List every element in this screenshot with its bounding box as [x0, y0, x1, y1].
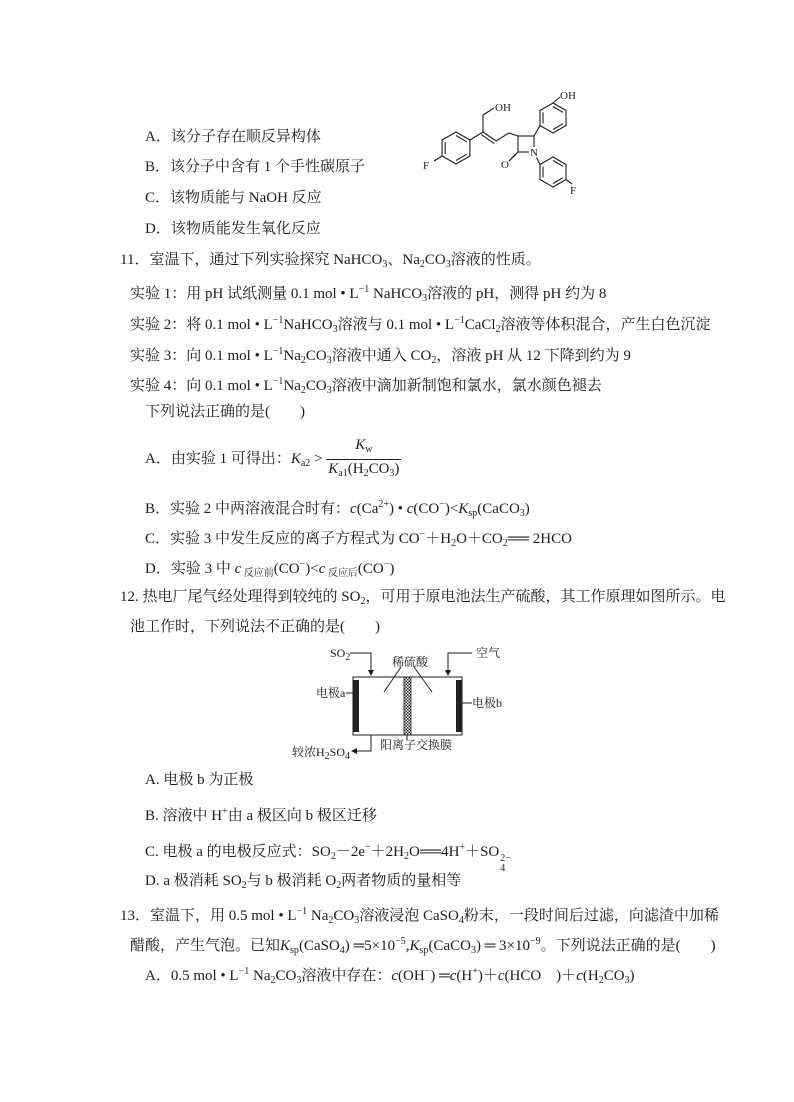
text-run: 由 a 极区向 b 极区迁移 [227, 808, 377, 824]
q11-option-b [145, 495, 530, 524]
text-run: 3 [296, 975, 302, 986]
q11-option-d [145, 555, 394, 584]
text-run: 3 [422, 293, 428, 304]
text-run: (CO [273, 561, 300, 577]
text-run: 实验 4：向 0.1 mol • L [130, 378, 273, 394]
text-run: 、Na [387, 252, 420, 268]
air-inlet-arrow [448, 653, 472, 675]
text-run: D. a 极消耗 SO [145, 873, 242, 889]
q11-experiment-4 [130, 372, 602, 401]
text-run: ＋2H [370, 844, 404, 860]
text-run: 2 [360, 596, 366, 607]
q11-option-a-lead [145, 451, 326, 467]
text-run: B．实验 2 中两溶液混合时有： [145, 501, 351, 517]
q12-option-b [145, 802, 377, 826]
text-run: sp [468, 508, 478, 519]
text-run: C．该物质能与 NaOH 反应 [145, 190, 322, 206]
text-run: )< [444, 501, 459, 517]
q12-stem-line-1 [120, 587, 725, 612]
text-run: A．0.5 mol • L [145, 968, 239, 984]
text-run: 溶液的性质。 [450, 252, 541, 268]
text-run: B. 溶液中 H [145, 808, 223, 824]
text-run: 3 [326, 385, 332, 396]
text-run: 3 [332, 324, 338, 335]
text-run: 粉末，一段时间后过滤，向滤渣中加稀 [463, 908, 719, 924]
text-run: − [439, 499, 445, 510]
text-run: 溶液与 0.1 mol • L [337, 317, 455, 333]
text-run: ══ 2HCO [507, 531, 572, 547]
bottom-benzene-ring [540, 157, 566, 187]
q10-option-b [145, 157, 365, 177]
text-run: ) [394, 461, 400, 477]
text-run: (CO [413, 501, 440, 517]
label-so2 [330, 646, 350, 665]
text-run: − [419, 529, 426, 540]
q11-experiment-3 [130, 342, 631, 371]
text-run: (OH [398, 968, 425, 984]
text-run: c [318, 561, 326, 577]
text-run: 反应前 [241, 568, 274, 579]
text-run: 溶液的 pH，测得 pH 约为 8 [427, 286, 607, 302]
text-run: 实验 3：向 0.1 mol • L [130, 348, 273, 364]
text-run: 电极a [316, 686, 346, 700]
text-run: D．实验 3 中 [145, 561, 235, 577]
text-run: (CaCO [428, 938, 471, 954]
text-run: K [328, 461, 339, 477]
text-run: sp [419, 945, 429, 956]
label-dilute-sulfuric-acid [392, 655, 428, 669]
text-run: )< [305, 561, 319, 577]
text-run: 3 [354, 915, 360, 926]
label-membrane [380, 738, 452, 752]
text-run: 醋酸，产生气泡。已知 [130, 938, 281, 954]
text-run: 反应后 [325, 568, 358, 579]
text-run: 2 [431, 355, 437, 366]
text-run: ) • [389, 501, 407, 517]
label-air [476, 646, 500, 660]
text-run: − [383, 559, 390, 570]
text-run: 13．室温下，用 0.5 mol • L [120, 908, 297, 924]
text-run: CO [603, 968, 625, 984]
text-run: CO [424, 252, 446, 268]
electrode-a [353, 680, 359, 732]
text-run: (Ca [356, 501, 379, 517]
text-run: ) [629, 968, 635, 984]
q11-option-c [145, 525, 572, 554]
fraction [326, 436, 401, 483]
text-run: −1 [358, 284, 370, 295]
text-run: 电极b [472, 696, 503, 710]
text-run: CO [305, 348, 327, 364]
text-run: 2 [598, 975, 604, 986]
fluorine-label-left: F [423, 160, 430, 172]
text-run: ，可用于原电池法生产硫酸，其工作原理如图所示。电 [365, 589, 726, 605]
text-run: 2 [345, 652, 351, 663]
text-run: 溶液中通入 CO [331, 348, 432, 364]
oxygen-label: O [501, 159, 509, 171]
text-run: 2+ [378, 499, 389, 510]
text-run: 2 [404, 851, 409, 862]
fluorine-label-right: F [570, 185, 577, 197]
text-run: (CaCO [477, 501, 520, 517]
text-run: c [391, 968, 399, 984]
text-run: A．由实验 1 可得出： [145, 450, 291, 467]
text-run: (HCO )＋ [504, 968, 577, 984]
text-run: K [280, 938, 291, 954]
text-run: −1 [296, 906, 308, 917]
text-run: 池工作时，下列说法不正确的是( ) [130, 619, 380, 635]
text-run: c [234, 561, 242, 577]
left-benzene-ring [442, 132, 470, 164]
text-run: 实验 2：将 0.1 mol • L [130, 317, 273, 333]
label-concentrated-acid [292, 745, 350, 764]
q10-option-a [145, 127, 321, 147]
q10-option-d [145, 219, 321, 239]
text-run: O＋CO [456, 531, 503, 547]
q12-option-a [145, 770, 253, 790]
text-run: (CaSO [298, 938, 340, 954]
text-run: + [472, 966, 478, 977]
stack-bot: 4 [500, 863, 506, 874]
q13-stem-line-1 [120, 902, 719, 931]
text-run: (CO [357, 561, 384, 577]
text-run: − [365, 842, 371, 853]
text-run: 2 [241, 880, 247, 891]
text-run: 4 [345, 751, 351, 762]
text-run: (H [456, 968, 473, 984]
text-run: )＋ [477, 968, 498, 984]
text-run: −5 [395, 936, 406, 947]
text-run: 3 [624, 975, 630, 986]
text-run: ) [389, 561, 395, 577]
text-run: 3 [519, 508, 525, 519]
text-run: 3 [445, 259, 451, 270]
text-run: 2 [451, 538, 457, 549]
text-run: 。下列说法正确的是( ) [540, 938, 716, 954]
text-run: 溶液等体积混合，产生白色沉淀 [500, 317, 711, 333]
text-run: CO [275, 968, 297, 984]
text-run: ＋H [425, 531, 452, 547]
text-run: c [406, 501, 414, 517]
text-run: SO [329, 745, 346, 759]
text-run: 与 b 极消耗 O [246, 873, 337, 889]
acid-outlet-arrow [352, 735, 371, 751]
text-run: B．该分子中含有 1 个手性碳原子 [145, 159, 366, 175]
text-run: c [350, 501, 357, 517]
fraction-denominator [326, 460, 401, 483]
text-run [500, 854, 511, 874]
text-run: SO [330, 646, 346, 660]
text-run: 4 [339, 945, 345, 956]
text-run: K [355, 437, 366, 453]
text-run: CO [368, 461, 390, 477]
label-electrode-b [472, 696, 502, 710]
q12-option-c [145, 838, 511, 874]
text-run: c [497, 968, 505, 984]
text-run: 较浓H [292, 745, 325, 759]
text-run: 2 [495, 324, 501, 335]
text-run: 3 [389, 468, 395, 479]
text-run: NaHCO [283, 317, 333, 333]
q11-option-a [145, 436, 401, 483]
text-run: Na [283, 348, 301, 364]
text-run: 稀硫酸 [392, 655, 429, 669]
text-run: −1 [272, 376, 284, 387]
q11-question [145, 402, 305, 422]
text-run: c [576, 968, 583, 984]
text-run: 2 [328, 915, 334, 926]
text-run: 两者物质的量相等 [341, 873, 462, 889]
text-run: c [449, 968, 457, 984]
molecule-structure [420, 88, 605, 208]
text-run: D．该物质能发生氧化反应 [145, 221, 321, 237]
text-run: 2 [330, 851, 336, 862]
text-run: K [409, 938, 420, 954]
text-run: ) ═5×10 [344, 938, 396, 954]
text-run: 溶液中滴加新制饱和氯水，氯水颜色褪去 [331, 378, 602, 394]
so2-inlet-arrow [350, 653, 371, 675]
text-run: > [310, 450, 327, 467]
text-run: 2 [300, 385, 306, 396]
text-run: CO [305, 378, 327, 394]
text-run: 3 [382, 259, 388, 270]
text-run: (H [347, 461, 364, 477]
text-run: −1 [454, 315, 465, 326]
text-run: 空气 [476, 646, 501, 660]
fraction-numerator [326, 436, 401, 460]
text-run: −9 [530, 936, 541, 947]
text-run: a2 [300, 457, 311, 469]
q11-experiment-1 [130, 280, 606, 309]
text-run: 3 [470, 945, 476, 956]
text-run: 3 [326, 355, 332, 366]
text-run: − [299, 559, 306, 570]
text-run: Na [249, 968, 271, 984]
label-electrode-a [316, 686, 345, 700]
text-run: ) ═ [430, 968, 450, 984]
text-run: + [459, 842, 466, 853]
text-run: 溶液浸泡 CaSO [359, 908, 459, 924]
text-run: ) [524, 501, 530, 517]
text-run: K [290, 450, 301, 467]
text-run: 2 [270, 975, 276, 986]
text-run: sp [290, 945, 299, 956]
text-run: 2 [363, 468, 369, 479]
text-run: 2 [419, 259, 425, 270]
q13-option-a [145, 962, 635, 991]
text-run: C. 电极 a 的电极反应式：SO [145, 844, 331, 860]
text-run: ＋SO [465, 844, 500, 860]
text-run: O══4H [409, 844, 460, 860]
text-run: K [458, 501, 469, 517]
text-run: Na [283, 378, 301, 394]
cation-exchange-membrane [404, 677, 411, 735]
text-run: 12. 热电厂尾气经处理得到较纯的 SO [120, 589, 361, 605]
text-run: 11．室温下，通过下列实验探究 NaHCO [120, 252, 383, 268]
text-run: CaCl [464, 317, 496, 333]
q12-stem-line-2 [130, 617, 380, 637]
text-run: −1 [238, 966, 250, 977]
text-run: 4 [458, 915, 464, 926]
hydroxyl-label-chain: OH [495, 102, 511, 114]
text-run: −1 [272, 346, 284, 357]
text-run: NaHCO [369, 286, 423, 302]
text-run: (H [582, 968, 599, 984]
text-run: w [365, 444, 373, 455]
text-run: 2 [300, 355, 306, 366]
text-run: 溶液中存在： [301, 968, 392, 984]
text-run: − [424, 966, 431, 977]
text-run: A．该分子存在顺反异构体 [145, 129, 321, 145]
text-run: 实验 1：用 pH 试纸测量 0.1 mol • L [130, 286, 359, 302]
text-run: ) ═ 3×10 [475, 938, 531, 954]
text-run: C．实验 3 中发生反应的离子方程式为 CO [145, 531, 420, 547]
text-run: 阳离子交换膜 [380, 738, 453, 752]
text-run: a1 [338, 468, 348, 479]
text-run: , [405, 938, 410, 954]
text-run: A. 电极 b 为正极 [145, 772, 254, 788]
q13-stem-line-2 [130, 932, 716, 961]
electrode-b [456, 680, 462, 732]
text-run: Na [307, 908, 329, 924]
q11-experiment-2 [130, 311, 711, 340]
text-run: CO [333, 908, 355, 924]
text-run: 2 [336, 880, 342, 891]
hydroxyl-label-ring: OH [560, 90, 576, 102]
text-run: −1 [272, 315, 284, 326]
text-run: 2 [324, 751, 330, 762]
text-run: 下列说法正确的是( ) [145, 404, 305, 420]
text-run: －2e [335, 844, 366, 860]
q10-option-c [145, 188, 322, 208]
text-run: 2 [502, 538, 508, 549]
nitrogen-label: N [530, 147, 538, 159]
q11-stem [120, 250, 541, 275]
stack-top: 2− [500, 853, 511, 864]
text-run: + [222, 806, 228, 817]
text-run: ，溶液 pH 从 12 下降到约为 9 [436, 348, 631, 364]
top-benzene-ring [540, 103, 566, 133]
q12-option-d [145, 871, 461, 896]
